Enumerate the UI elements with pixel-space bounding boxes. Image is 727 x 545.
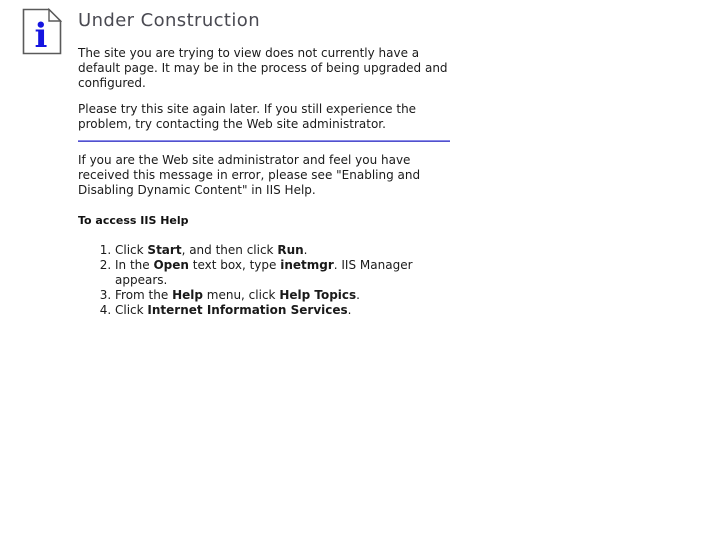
help-step-item: 3. From the Help menu, click Help Topics. <box>115 288 450 303</box>
content-column <box>78 8 450 318</box>
iis-help-steps-list <box>78 243 450 318</box>
admin-paragraph: If you are the Web site administrator and feel you have received this message in error, please see "Enabling and Disabling Dynamic Content" in IIS Help. <box>78 153 421 197</box>
divider-rule <box>78 140 450 142</box>
help-heading: To access IIS Help <box>78 214 189 227</box>
icon-column <box>22 8 62 55</box>
page-title: Under Construction <box>78 10 261 31</box>
help-step-item: 2. In the Open text box, type inetmgr. IIS Manager appears. <box>115 258 450 288</box>
info-document-icon <box>22 8 62 55</box>
help-step-item: 4. Click Internet Information Services. <box>115 303 450 318</box>
help-step-item: 1. Click Start, and then click Run. <box>115 243 450 258</box>
intro-paragraph: The site you are trying to view does not currently have a default page. It may be in the process of being upgraded and configured. <box>78 46 448 90</box>
folded-corner-shape <box>49 10 61 22</box>
retry-paragraph: Please try this site again later. If you still experience the problem, try contacting the Web site administrator. <box>78 102 417 131</box>
info-i-glyph: i <box>34 16 48 55</box>
